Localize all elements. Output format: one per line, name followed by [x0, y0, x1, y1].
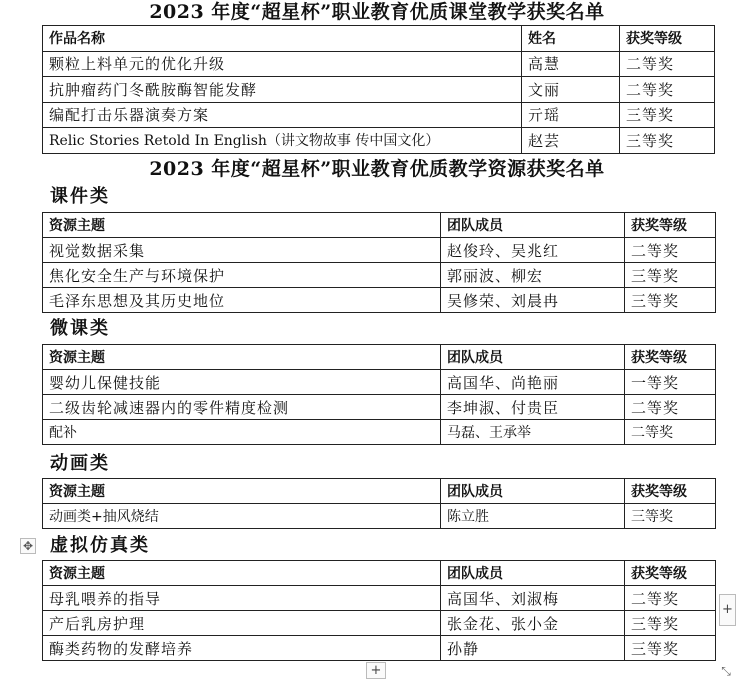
table-cell[interactable]: 高国华、尚艳丽	[441, 370, 625, 395]
table-cell[interactable]: 视觉数据采集	[43, 238, 441, 263]
table-header-row	[43, 26, 715, 52]
header-cell[interactable]: 作品名称	[43, 26, 522, 52]
table-row	[43, 636, 716, 661]
table-cell[interactable]: 三等奖	[625, 611, 716, 636]
table-cell[interactable]: 赵俊玲、吴兆红	[441, 238, 625, 263]
table-cell[interactable]: 赵芸	[522, 128, 620, 154]
table-row	[43, 395, 716, 420]
header-cell[interactable]: 获奖等级	[620, 26, 715, 52]
table-cell[interactable]: 一等奖	[625, 370, 716, 395]
header-cell[interactable]: 团队成员	[441, 213, 625, 238]
header-cell[interactable]: 团队成员	[441, 561, 625, 586]
section-heading-animation: 动画类	[50, 453, 110, 474]
table-cell[interactable]: 三等奖	[625, 288, 716, 313]
table-cell[interactable]: 颗粒上料单元的优化升级	[43, 51, 522, 77]
table-cell[interactable]: 酶类药物的发酵培养	[43, 636, 441, 661]
table-header-row	[43, 345, 716, 370]
table-cell[interactable]: 三等奖	[625, 263, 716, 288]
table-cell[interactable]: 马磊、王承举	[441, 420, 625, 445]
add-row-button[interactable]: +	[366, 662, 386, 679]
table-cell[interactable]: 编配打击乐器演奏方案	[43, 102, 522, 128]
resource-award-title: 2023 年度“超星杯”职业教育优质教学资源获奖名单	[149, 158, 605, 180]
table-cell[interactable]: 二等奖	[625, 238, 716, 263]
table-row	[43, 102, 715, 128]
header-cell[interactable]: 姓名	[522, 26, 620, 52]
section-heading-courseware: 课件类	[50, 186, 110, 207]
header-cell[interactable]: 获奖等级	[625, 561, 716, 586]
table-header-row	[43, 479, 716, 504]
table-cell[interactable]: 二等奖	[625, 420, 716, 445]
section-heading-microcourse: 微课类	[50, 318, 110, 339]
header-cell[interactable]: 团队成员	[441, 345, 625, 370]
table-cell[interactable]: 三等奖	[625, 504, 716, 529]
table-header-row	[43, 561, 716, 586]
table-cell[interactable]: 焦化安全生产与环境保护	[43, 263, 441, 288]
table-cell[interactable]: 婴幼儿保健技能	[43, 370, 441, 395]
table-row	[43, 504, 716, 529]
header-cell[interactable]: 资源主题	[43, 345, 441, 370]
table-cell[interactable]: 亓瑶	[522, 102, 620, 128]
table-row	[43, 586, 716, 611]
header-cell[interactable]: 资源主题	[43, 213, 441, 238]
table-cell[interactable]: 张金花、张小金	[441, 611, 625, 636]
header-cell[interactable]: 获奖等级	[625, 345, 716, 370]
table-cell[interactable]: 母乳喂养的指导	[43, 586, 441, 611]
table-cell[interactable]: 产后乳房护理	[43, 611, 441, 636]
table-cell[interactable]: 李坤淑、付贵臣	[441, 395, 625, 420]
table-cell[interactable]: 二等奖	[620, 51, 715, 77]
table-cell[interactable]: 三等奖	[625, 636, 716, 661]
table-cell[interactable]: 高慧	[522, 51, 620, 77]
table-cell[interactable]: 二等奖	[625, 586, 716, 611]
course-award-title: 2023 年度“超星杯”职业教育优质课堂教学获奖名单	[149, 1, 605, 23]
add-column-button[interactable]: +	[719, 594, 736, 626]
table-row	[43, 288, 716, 313]
table-cell[interactable]: Relic Stories Retold In English（讲文物故事 传中国文化）	[43, 128, 522, 154]
table-cell[interactable]: 文丽	[522, 77, 620, 103]
header-cell[interactable]: 获奖等级	[625, 479, 716, 504]
table-resize-handle-icon[interactable]: ⤡	[721, 664, 731, 678]
table-cell[interactable]: 二级齿轮减速器内的零件精度检测	[43, 395, 441, 420]
table-cell[interactable]: 二等奖	[625, 395, 716, 420]
table-row	[43, 128, 715, 154]
table-move-handle-icon[interactable]: ✥	[20, 538, 36, 554]
table-row	[43, 420, 716, 445]
table-cell[interactable]: 孙静	[441, 636, 625, 661]
header-cell[interactable]: 团队成员	[441, 479, 625, 504]
table-row	[43, 238, 716, 263]
table-row	[43, 77, 715, 103]
table-cell[interactable]: 动画类+抽风烧结	[43, 504, 441, 529]
courseware-table	[42, 212, 716, 313]
table-cell[interactable]: 高国华、刘淑梅	[441, 586, 625, 611]
section-heading-simulation: 虚拟仿真类	[50, 535, 150, 556]
table-cell[interactable]: 配补	[43, 420, 441, 445]
table-cell[interactable]: 抗肿瘤药门冬酰胺酶智能发酵	[43, 77, 522, 103]
table-row	[43, 51, 715, 77]
microcourse-table	[42, 344, 716, 445]
table-cell[interactable]: 三等奖	[620, 102, 715, 128]
course-award-table	[42, 25, 715, 154]
table-cell[interactable]: 吴修荣、刘晨冉	[441, 288, 625, 313]
table-cell[interactable]: 三等奖	[620, 128, 715, 154]
table-cell[interactable]: 毛泽东思想及其历史地位	[43, 288, 441, 313]
animation-table	[42, 478, 716, 529]
table-header-row	[43, 213, 716, 238]
table-row	[43, 611, 716, 636]
table-row	[43, 263, 716, 288]
simulation-table	[42, 560, 716, 661]
header-cell[interactable]: 资源主题	[43, 561, 441, 586]
table-cell[interactable]: 郭丽波、柳宏	[441, 263, 625, 288]
table-cell[interactable]: 陈立胜	[441, 504, 625, 529]
table-cell[interactable]: 二等奖	[620, 77, 715, 103]
header-cell[interactable]: 获奖等级	[625, 213, 716, 238]
table-row	[43, 370, 716, 395]
header-cell[interactable]: 资源主题	[43, 479, 441, 504]
